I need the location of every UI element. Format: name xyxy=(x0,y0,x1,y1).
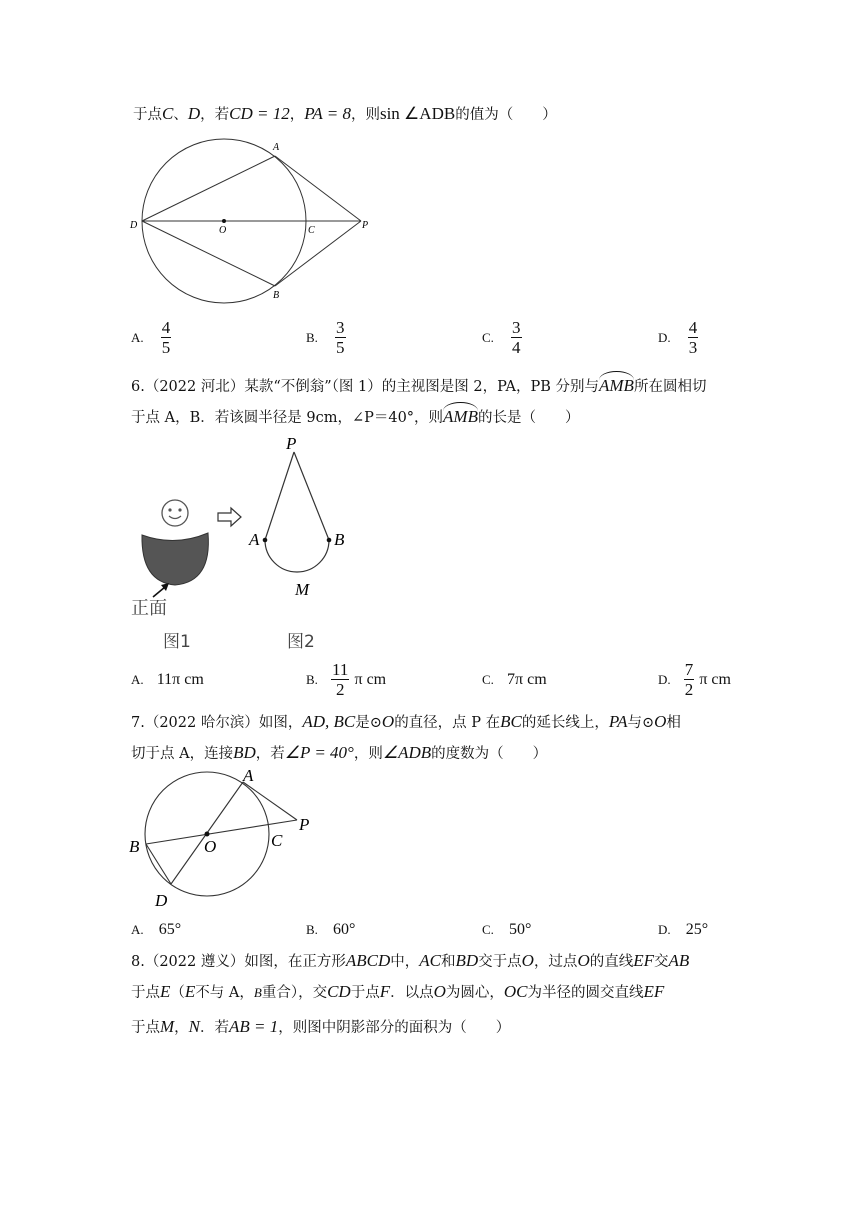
q7-label-b: B xyxy=(129,837,140,856)
q7-segment-bd xyxy=(146,844,171,884)
q6-stem-line1 xyxy=(131,376,706,397)
q8-ab: AB xyxy=(668,951,690,970)
q8-stem-text: ，则图中阴影部分的面积为（ ） xyxy=(278,1020,511,1036)
q8-point-f: F xyxy=(379,982,391,1001)
q5-tangent-pb xyxy=(275,221,361,286)
q7-figure xyxy=(125,768,325,910)
q6-option-c xyxy=(482,669,547,689)
q7-angle-p: ∠P = 40° xyxy=(284,743,354,762)
option-value: 7π cm xyxy=(507,671,547,688)
option-letter: B. xyxy=(306,922,318,937)
q7-tangent-pa xyxy=(243,782,297,820)
fraction-numerator: 4 xyxy=(688,318,698,337)
q7-option-a xyxy=(131,919,181,939)
q8-stem-line2 xyxy=(131,982,664,1003)
q8-stem-text: ．若 xyxy=(200,1020,230,1036)
q8-stem-line1 xyxy=(131,951,689,972)
q8-stem-text: 不与 A， xyxy=(195,985,254,1001)
q5-figure xyxy=(125,135,385,305)
q5-cd-value: CD = 12 xyxy=(229,104,290,123)
q5-stem xyxy=(133,104,557,125)
q6-stem-text: 于点 A，B．若该圆半径是 9cm，∠P＝40°，则 xyxy=(131,410,444,426)
option-letter: C. xyxy=(482,672,494,687)
q8-stem-text: 的直线 xyxy=(589,954,634,970)
q8-stem-text: 重合），交 xyxy=(261,985,328,1001)
q6-label-p: P xyxy=(286,434,297,453)
q8-point-b: B xyxy=(253,985,262,1000)
hollow-arrow-icon xyxy=(218,508,241,526)
q7-stem-text: 7.（2022 哈尔滨）如图， xyxy=(131,715,303,731)
q7-ad-bc: AD, BC xyxy=(302,712,356,731)
q7-label-c: C xyxy=(271,831,283,850)
q6-arc-amb: AMB xyxy=(599,376,634,395)
teardrop-figure xyxy=(263,452,332,572)
q8-stem-text: 为半径的圆交直线 xyxy=(527,985,644,1001)
option-value: 65° xyxy=(158,921,182,938)
q5-option-c xyxy=(482,318,522,357)
q5-segment-db xyxy=(142,221,275,286)
q7-angle-adb: ∠ADB xyxy=(382,743,432,762)
q8-stem-text: 中， xyxy=(390,954,420,970)
q6-stem-text: 的长是（ ） xyxy=(477,410,580,426)
q6-option-b xyxy=(306,660,386,699)
q7-stem-text: 是⊙ xyxy=(355,715,382,731)
q6-label-b: B xyxy=(334,530,345,549)
q6-figure2-caption: 图2 xyxy=(287,632,315,652)
q5-stem-text: 于点 xyxy=(133,107,162,123)
q5-label-p: P xyxy=(362,220,369,231)
q7-pa: PA xyxy=(608,712,628,731)
q5-segment-da xyxy=(142,156,275,221)
fraction-denominator: 5 xyxy=(161,338,171,357)
q8-point-n: N xyxy=(188,1017,201,1036)
q5-comma: ， xyxy=(289,107,305,123)
option-letter: D. xyxy=(658,330,671,345)
q8-stem-text: 交 xyxy=(654,954,669,970)
q6-option-d xyxy=(658,660,731,699)
q7-stem-text: 的直径，点 P 在 xyxy=(394,715,501,731)
q7-stem-text: ，则 xyxy=(353,746,383,762)
q5-pa-value: PA = 8 xyxy=(304,104,351,123)
q5-separator: 、 xyxy=(173,107,188,123)
q8-point-o: O xyxy=(433,982,446,1001)
q5-center-dot xyxy=(222,219,226,223)
q6-label-a: A xyxy=(249,530,260,549)
q6-label-m: M xyxy=(295,580,310,599)
option-fraction xyxy=(335,318,346,357)
q7-label-p: P xyxy=(299,815,310,834)
fraction-numerator: 7 xyxy=(684,660,694,679)
option-letter: D. xyxy=(658,672,671,687)
q5-label-d: D xyxy=(130,220,138,231)
q8-bd: BD xyxy=(455,951,479,970)
q5-stem-text: 的值为（ ） xyxy=(455,107,557,123)
fraction-numerator: 11 xyxy=(332,660,349,679)
q5-option-a xyxy=(131,318,171,357)
tumbler-icon xyxy=(142,500,208,585)
q8-stem-text: 为圆心， xyxy=(445,985,504,1001)
q8-point-m: M xyxy=(160,1017,175,1036)
option-letter: A. xyxy=(131,922,144,937)
option-value: 25° xyxy=(685,921,709,938)
option-letter: A. xyxy=(131,330,144,345)
q7-center-dot xyxy=(205,832,210,837)
q7-stem-line1 xyxy=(131,712,681,733)
option-fraction xyxy=(331,660,349,699)
q7-circle-o: O xyxy=(381,712,395,731)
q7-stem-line2 xyxy=(131,743,547,764)
q8-point-e: E xyxy=(184,982,196,1001)
fraction-numerator: 3 xyxy=(512,318,521,337)
q7-option-b xyxy=(306,919,355,939)
fraction-denominator: 5 xyxy=(336,338,345,357)
q7-stem-text: 的度数为（ ） xyxy=(431,746,548,762)
q6-front-label: 正面 xyxy=(131,598,167,619)
q5-label-b: B xyxy=(273,290,280,301)
q8-abcd: ABCD xyxy=(345,951,391,970)
q8-stem-text: 于点 xyxy=(131,985,160,1001)
q5-label-c: C xyxy=(308,225,315,236)
option-letter: B. xyxy=(306,330,318,345)
q5-point-d: D xyxy=(187,104,201,123)
q5-point-c: C xyxy=(162,104,174,123)
q7-bc: BC xyxy=(500,712,522,731)
q7-label-d: D xyxy=(155,891,168,910)
q8-ef: EF xyxy=(633,951,654,970)
q8-stem-line3 xyxy=(131,1017,510,1038)
q5-tangent-pa xyxy=(275,156,361,221)
q6-figure1-caption: 图1 xyxy=(163,632,191,652)
q7-stem-text: 与⊙ xyxy=(627,715,655,731)
option-fraction xyxy=(684,660,695,699)
q8-stem-text: 于点 xyxy=(350,985,380,1001)
q5-option-d xyxy=(658,318,698,357)
q5-label-o: O xyxy=(219,225,227,236)
q8-ab-value: AB = 1 xyxy=(229,1017,279,1036)
q8-point-e: E xyxy=(160,982,171,1001)
q7-stem-text: ，若 xyxy=(255,746,285,762)
q6-stem-text: 6.（2022 河北）某款“不倒翁”（图 1）的主视图是图 2，PA，PB 分别与 xyxy=(131,379,600,395)
fraction-denominator: 3 xyxy=(688,338,698,357)
q6-arc-amb: AMB xyxy=(443,407,478,426)
q8-stem-text: ，过点 xyxy=(533,954,578,970)
fraction-denominator: 2 xyxy=(335,680,345,699)
fraction-denominator: 2 xyxy=(684,680,694,699)
option-letter: A. xyxy=(131,672,144,687)
q8-stem-text: 交于点 xyxy=(478,954,522,970)
q8-stem-text: ， xyxy=(174,1020,189,1036)
fraction-numerator: 4 xyxy=(161,318,171,337)
option-letter: C. xyxy=(482,330,494,345)
q8-stem-text: （ xyxy=(170,985,185,1001)
q8-stem-text: ．以点 xyxy=(390,985,434,1001)
q8-ac: AC xyxy=(419,951,441,970)
option-letter: D. xyxy=(658,922,671,937)
q7-label-o: O xyxy=(204,837,217,856)
q8-point-o: O xyxy=(521,951,534,970)
option-letter: C. xyxy=(482,922,494,937)
option-fraction xyxy=(688,318,699,357)
q5-option-b xyxy=(306,318,346,357)
q7-circle-o: O xyxy=(654,712,667,731)
q7-option-c xyxy=(482,919,531,939)
q5-sin-expression: sin ∠ADB xyxy=(379,104,456,123)
q7-bd: BD xyxy=(233,743,256,762)
option-fraction xyxy=(161,318,172,357)
q8-cd: CD xyxy=(327,982,351,1001)
q8-point-o: O xyxy=(577,951,590,970)
option-fraction xyxy=(511,318,522,357)
q6-option-a xyxy=(131,669,204,689)
fraction-numerator: 3 xyxy=(336,318,345,337)
q6-stem-text: 所在圆相切 xyxy=(633,379,707,395)
option-unit: π cm xyxy=(699,671,731,688)
q7-stem-text: 的延长线上， xyxy=(521,715,609,731)
q8-stem-text: 于点 xyxy=(131,1020,160,1036)
q7-option-d xyxy=(658,919,708,939)
option-unit: π cm xyxy=(354,671,387,688)
q8-stem-text: 和 xyxy=(440,954,456,970)
fraction-denominator: 4 xyxy=(512,338,521,357)
q8-ef: EF xyxy=(643,982,665,1001)
option-letter: B. xyxy=(306,672,318,687)
option-value: 60° xyxy=(333,921,356,938)
q8-stem-text: 8.（2022 遵义）如图，在正方形 xyxy=(131,954,346,970)
q6-stem-line2 xyxy=(131,407,579,428)
q5-stem-text: ，若 xyxy=(200,107,230,123)
q7-label-a: A xyxy=(243,768,254,785)
q5-stem-text: ，则 xyxy=(350,107,380,123)
q7-stem-text: 相 xyxy=(666,715,681,731)
q8-oc: OC xyxy=(503,982,528,1001)
q5-label-a: A xyxy=(273,142,280,153)
option-value: 50° xyxy=(509,921,532,938)
option-value: 11π cm xyxy=(156,671,204,688)
q7-stem-text: 切于点 A，连接 xyxy=(131,746,234,762)
